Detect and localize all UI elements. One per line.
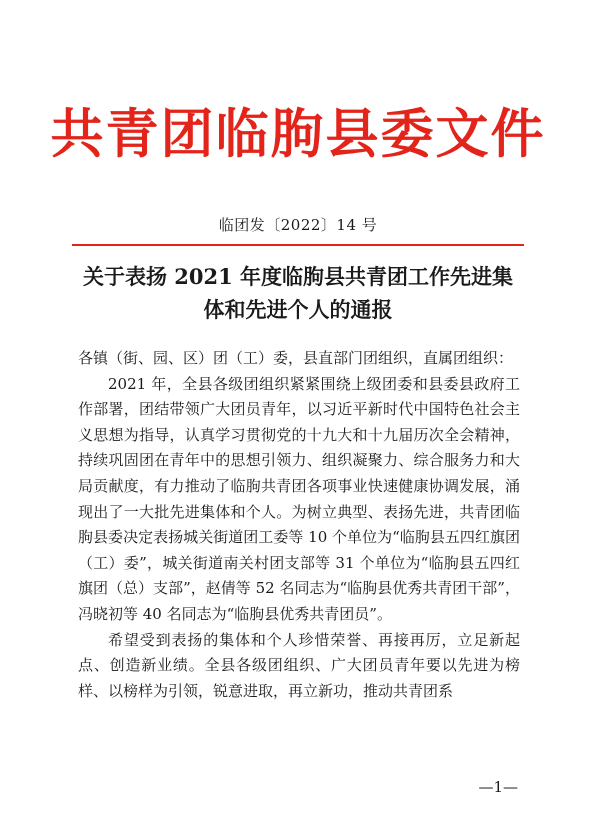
body-paragraph-1: 2021 年，全县各级团组织紧紧围绕上级团委和县委县政府工作部署，团结带领广大团员青年，以习近平新时代中国特色社会主义思想为指导，认真学习贯彻党的十九大和十九届历次全会精神，持续巩固团在青年中的思想引领力、组织凝聚力、综合服务力和大局贡献度，有力推动了临朐共青团各项事业快速健康协调发展，涌现出了一大批先进集体和个人。为树立典型、表扬先进，共青团临朐县委决定表扬城关街道团工委等 10 个单位为“临朐县五四红旗团（工）委”，城关街道南关村团支部等 31 个单位为“临朐县五四红旗团（总）支部”，赵倩等 52 名同志为“临朐县优秀共青团干部”，冯晓初等 40 名同志为“临朐县优秀共青团员”。 [78, 374, 520, 623]
masthead-title: 共青团临朐县委文件 [50, 103, 546, 165]
page-number: —1— [478, 778, 518, 796]
title-line-2: 体和先进个人的通报 [203, 297, 393, 322]
red-divider-line [72, 244, 524, 246]
document-body [78, 346, 520, 704]
body-paragraph-2: 希望受到表扬的集体和个人珍惜荣誉、再接再厉，立足新起点、创造新业绩。全县各级团组织、广大团员青年要以先进为榜样、以榜样为引领，锐意进取，再立新功，推动共青团系 [78, 630, 520, 700]
document-number: 临团发〔2022〕14 号 [218, 216, 378, 234]
document-title [70, 260, 526, 326]
title-line-1: 关于表扬 2021 年度临朐县共青团工作先进集 [82, 264, 514, 289]
salutation: 各镇（街、园、区）团（工）委，县直部门团组织，直属团组织： [78, 349, 514, 367]
